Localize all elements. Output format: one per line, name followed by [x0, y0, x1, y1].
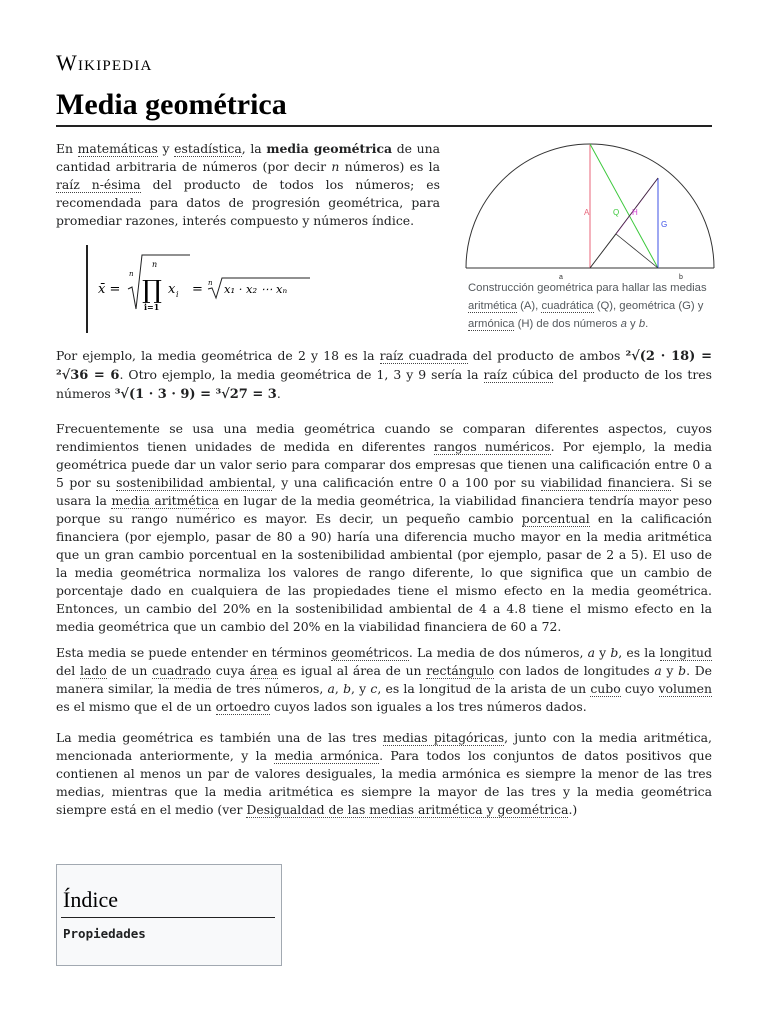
svg-text:x₁ · x₂ ⋯ xₙ: x₁ · x₂ ⋯ xₙ: [224, 282, 288, 296]
title-divider: [56, 125, 712, 127]
link-cubo[interactable]: cubo: [590, 681, 621, 696]
caption-link-aritmetica[interactable]: aritmética: [468, 300, 517, 312]
link-medias-pitagoricas[interactable]: medias pitagóricas: [382, 730, 505, 745]
figure-caption: Construcción geométrica para hallar las medias aritmética (A), cuadrática (Q), geométrica (G) y armónica (H) de dos números a y b.: [468, 282, 707, 330]
geometric-construction-diagram: [466, 138, 714, 281]
link-media-armonica[interactable]: media armónica: [274, 748, 380, 763]
svg-text:=: =: [192, 282, 203, 297]
link-raiz-cuadrada[interactable]: raíz cuadrada: [379, 348, 468, 363]
label-q-mean: Q: [613, 208, 620, 217]
link-raiz-cubica[interactable]: raíz cúbica: [483, 367, 554, 382]
link-media-aritmetica[interactable]: media aritmética: [111, 493, 219, 508]
link-rectangulo[interactable]: rectángulo: [426, 663, 495, 678]
line-q: [590, 144, 658, 268]
label-h-mean: H: [632, 208, 638, 217]
svg-text:x̄ =: x̄ =: [98, 282, 121, 297]
link-ortoedro[interactable]: ortoedro: [215, 699, 271, 714]
label-b: b: [679, 274, 683, 281]
link-estadistica[interactable]: estadística: [174, 141, 242, 156]
paragraph-comparison: Frecuentemente se usa una media geométrica cuando se comparan diferentes aspectos, cuyos rendimientos tienen unidades de medida en diferentes rangos numéricos. Por ejemplo, la media geométrica puede dar un valor serio para comparar dos empresas que tienen una calificación entre 0 a 5 por su sostenibilidad ambiental, y una calificación entre 0 a 100 por su viabilidad financiera. Si se usara la media aritmética en lugar de la media geométrica, la viabilidad financiera tendría mayor peso porque su rango numérico es mayor. Es decir, un pequeño cambio porcentual en la calificación financiera (por ejemplo, pasar de 80 a 90) haría una diferencia mucho mayor en la media aritmética que un gran cambio porcentual en la sostenibilidad ambiental (por ejemplo, pasar de 2 a 5). El uso de la media geométrica normaliza los valores de rango diferente, lo que significa que un cambio de porcentaje dado en cualquiera de las propiedades tiene el mismo efecto en la media geométrica. Entonces, un cambio del 20% en la sostenibilidad ambiental de 4 a 4.8 tiene el mismo efecto en la media geométrica que un cambio del 20% en la viabilidad financiera de 60 a 72.: [56, 421, 712, 634]
link-sostenibilidad-ambiental[interactable]: sostenibilidad ambiental: [116, 475, 272, 490]
bold-term: media geométrica: [266, 141, 393, 156]
label-g-mean: G: [661, 220, 668, 229]
svg-text:∏: ∏: [142, 275, 162, 304]
geometric-mean-formula: [98, 245, 338, 333]
label-a-mean: A: [584, 208, 590, 217]
link-viabilidad-financiera[interactable]: viabilidad financiera: [540, 475, 671, 490]
formula-block: [86, 245, 348, 333]
figure-thumbnail[interactable]: [466, 138, 714, 333]
link-raiz-n-esima[interactable]: raíz n-ésima: [56, 177, 141, 192]
link-porcentual[interactable]: porcentual: [521, 511, 590, 526]
example-paragraph: Por ejemplo, la media geométrica de 2 y 18 es la raíz cuadrada del producto de ambos ²√(2 · 18) = ²√36 = 6. Otro ejemplo, la media geométrica de 1, 3 y 9 sería la raíz cúbica del producto de los tres números ³√(1 · 3 · 9) = ³√27 = 3.: [56, 348, 712, 402]
svg-text:i=1: i=1: [144, 302, 160, 312]
math-example-2: ³√(1 · 3 · 9) = ³√27 = 3: [114, 387, 277, 402]
intro-paragraph: En matemáticas y estadística, la media geométrica de una cantidad arbitraria de números (por decir n números) es la raíz n-ésima del producto de todos los números; es recomendada para datos de progresión geométrica, para promediar razones, interés compuesto y números índice.: [56, 141, 440, 228]
toc-item-propiedades[interactable]: Propiedades: [63, 926, 146, 941]
paragraph-pythagorean: La media geométrica es también una de las tres medias pitagóricas, junto con la media aritmética, mencionada anteriormente, y la media armónica. Para todos los conjuntos de datos positivos que contienen al menos un par de valores desiguales, la media armónica es siempre la menor de las tres medias, mientras que la media aritmética es siempre la mayor de las tres y la media geométrica siempre está en el medio (ver Desigualdad de las medias aritmética y geométrica.): [56, 730, 712, 817]
toc-divider: [61, 917, 275, 918]
caption-link-cuadratica[interactable]: cuadrática: [541, 300, 594, 312]
label-a: a: [559, 274, 563, 281]
link-lado[interactable]: lado: [79, 663, 107, 678]
link-longitud[interactable]: longitud: [659, 645, 712, 660]
wikipedia-logo[interactable]: Wikipedia: [56, 50, 153, 75]
svg-text:x: x: [168, 282, 176, 297]
link-rangos-numericos[interactable]: rangos numéricos: [433, 439, 551, 454]
link-volumen[interactable]: volumen: [658, 681, 712, 696]
link-geometricos[interactable]: geométricos: [331, 645, 409, 660]
svg-text:i: i: [176, 290, 179, 299]
link-area[interactable]: área: [249, 663, 278, 678]
svg-text:n: n: [152, 260, 158, 269]
link-cuadrado[interactable]: cuadrado: [152, 663, 211, 678]
table-of-contents: [56, 864, 282, 966]
svg-text:n: n: [129, 270, 134, 278]
toc-heading: Índice: [63, 887, 118, 912]
math-example-1: ²√(2 · 18) = ²√36 = 6: [56, 349, 712, 383]
paragraph-geometric: Esta media se puede entender en términos geométricos. La media de dos números, a y b, es la longitud del lado de un cuadrado cuya área es igual al área de un rectángulo con lados de longitudes a y b. De manera similar, la media de tres números, a, b, y c, es la longitud de la arista de un cubo cuyo volumen es el mismo que el de un ortoedro cuyos lados son iguales a los tres números dados.: [56, 645, 712, 714]
link-desigualdad-medias[interactable]: Desigualdad de las medias aritmética y geométrica: [246, 802, 569, 817]
link-matematicas[interactable]: matemáticas: [77, 141, 158, 156]
caption-link-armonica[interactable]: armónica: [468, 318, 515, 330]
svg-text:n: n: [208, 279, 213, 287]
page-title: Media geométrica: [56, 88, 287, 121]
